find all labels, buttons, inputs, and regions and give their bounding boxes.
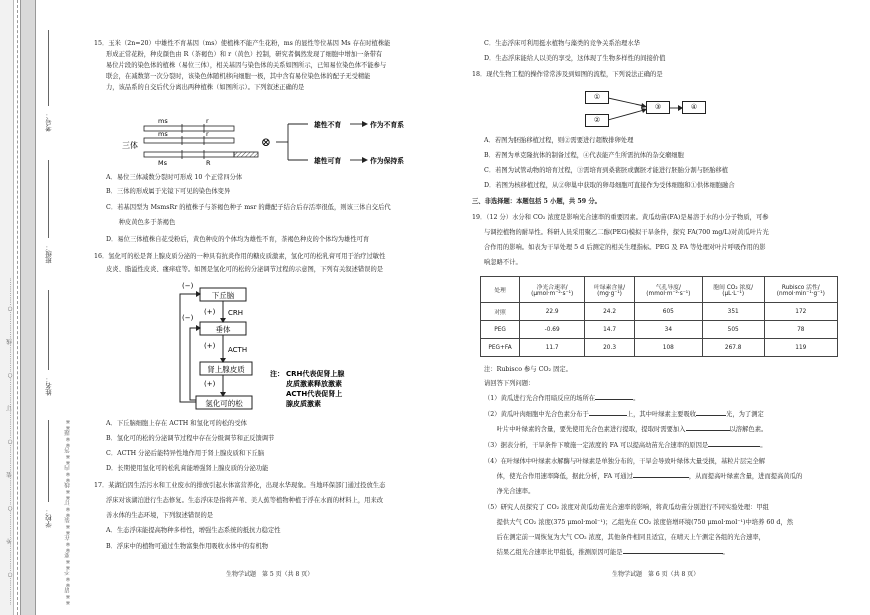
crh-label: CRH xyxy=(228,309,244,317)
q19-sub-2: （2）黄瓜叶肉细胞中光合色素分布于 上，其中叶绿素主要吸收 光，为了测定 xyxy=(484,411,764,418)
exam-no-field[interactable] xyxy=(48,30,49,106)
q17-line-3: 善水体的生态环境，下列叙述错误的是 xyxy=(106,512,214,519)
sign-positive-1: (+) xyxy=(204,308,216,316)
dashed-cut-line xyxy=(17,0,18,615)
note-line: 腺皮质激素 xyxy=(286,400,321,408)
table-cell: 605 xyxy=(634,303,702,321)
q18-option-d[interactable]: D．若图为核移植过程，从②卵巢中获取的卵母细胞可直接作为受体细胞和①供体细胞融合 xyxy=(484,182,735,189)
table-cell: 20.3 xyxy=(585,339,635,357)
table-cell: PEG xyxy=(481,321,520,339)
q16-option-c[interactable]: C．ACTH 分泌后能特异性地作用于肾上腺皮质和下丘脑 xyxy=(106,450,265,457)
table-cell: 78 xyxy=(764,321,837,339)
table-cell: 24.2 xyxy=(585,303,635,321)
q16-feedback-diagram xyxy=(170,280,370,416)
q15-option-a[interactable]: A．易位三体减数分裂时可形成 10 个正常四分体 xyxy=(106,174,243,181)
exam-no-label: 考号： xyxy=(45,112,53,132)
q18-option-c[interactable]: C．若图为试管动物的培育过程，③需培育到桑葚胚或囊胚才能进行胚胎分割与胚胎移植 xyxy=(484,167,729,174)
margin-bar xyxy=(20,0,36,615)
table-cell: 172 xyxy=(764,303,837,321)
answer-blank[interactable] xyxy=(589,415,627,416)
q15-chromosome-diagram xyxy=(118,110,448,178)
table-cell: 119 xyxy=(764,339,837,357)
answer-blank[interactable] xyxy=(708,446,760,447)
q19-data-table xyxy=(480,276,838,357)
inner-binding-text: ※※请※※不※※要※※在※※装※※订※※线※※内※※答※※题※※ xyxy=(65,418,71,605)
table-cell: 108 xyxy=(634,339,702,357)
answer-blank[interactable] xyxy=(686,430,730,431)
table-cell: 351 xyxy=(702,303,764,321)
table-header-row xyxy=(481,277,838,303)
flow-box-1: ① xyxy=(585,91,609,104)
q19-line-3: 合作用的影响。如表为干旱处理 5 d 后测定的相关生理指标。PEG 及 FA 等处理对叶片呼吸作用的影 xyxy=(484,244,766,251)
q15-option-c[interactable]: C．若基因型为 MsmsRr 的植株子与茶褐色种子 msr 的雌配子结合后存活率很低，则该三体自交后代 xyxy=(106,204,391,211)
acth-label: ACTH xyxy=(228,346,248,354)
flow-box-2: ② xyxy=(585,114,609,127)
table-row xyxy=(481,339,838,357)
table-cell: PEG+FA xyxy=(481,339,520,357)
q17-option-d[interactable]: D．生态浮床能给人以美的享受，这体现了生物多样性的间接价值 xyxy=(484,55,666,62)
flow-box-4: ④ xyxy=(682,101,706,114)
answer-blank[interactable] xyxy=(633,477,689,478)
table-header: Rubisco 活性/ (nmol·min⁻¹·g⁻¹) xyxy=(764,277,837,303)
binding-margin xyxy=(0,0,74,615)
table-row xyxy=(481,321,838,339)
table-cell: 22.9 xyxy=(520,303,585,321)
sign-negative-2: (−) xyxy=(182,314,194,322)
q18-option-b[interactable]: B．若图为单克隆抗体的制备过程，④代表能产生所需抗体的杂交瘤细胞 xyxy=(484,152,684,159)
outer-binding-text: ……………○……………外……………○……………装……………○……………订……………○……………线……………○…………… xyxy=(7,278,13,605)
q15-option-d[interactable]: D．易位三体植株自花受粉后，黄色种皮的个体均为雄性不育，茶褐色种皮的个体均为雄性可育 xyxy=(106,236,370,243)
class-label: 班级： xyxy=(45,244,53,264)
school-label: 学校： xyxy=(45,508,53,528)
table-header: 气孔导度/ (mmol·m⁻²·s⁻¹) xyxy=(634,277,702,303)
table-cell: 34 xyxy=(634,321,702,339)
q19-ask: 请回答下列问题： xyxy=(484,380,535,387)
q19-sub-4-end: 净光合速率。 xyxy=(484,488,535,495)
q19-sub-5: （5）研究人员探究了 CO₂ 浓度对黄瓜幼苗光合速率的影响，将黄瓜幼苗分别进行不同实验处理：甲组 xyxy=(484,504,769,511)
male-fertile-label: 雄性可育 xyxy=(314,157,342,165)
q17-option-c[interactable]: C．生态浮床可利用挺水植物与藻类的竞争关系治理水华 xyxy=(484,40,640,47)
name-field[interactable] xyxy=(48,290,49,370)
hydrocortisone-box: 氢化可的松 xyxy=(205,399,243,408)
q19-table-note: 注：Rubisco 参与 CO₂ 固定。 xyxy=(484,366,572,373)
q15-option-b[interactable]: B．三体的形成属于光镜下可见的染色体变异 xyxy=(106,188,231,195)
answer-blank[interactable] xyxy=(595,399,633,400)
sign-negative-1: (−) xyxy=(182,282,194,290)
table-cell: 11.7 xyxy=(520,339,585,357)
q19-sub-4-cont: 体，使光合作用速率降低，据此分析，FA 可通过 ，从而提高叶绿素含量，进而提高黄瓜的 xyxy=(484,473,803,480)
self-cross-symbol: ⊗ xyxy=(261,135,272,149)
table-header: 净光合速率/ (μmol·m⁻²·s⁻¹) xyxy=(520,277,585,303)
table-header: 胞间 CO₂ 浓度/ (μL·L⁻¹) xyxy=(702,277,764,303)
q19-sub-3: （3）据表分析，干旱条件下喷施一定浓度的 FA 可以提高幼苗光合速率的原因是 。 xyxy=(484,442,767,449)
hypothalamus-box: 下丘脑 xyxy=(211,291,235,300)
page-footer-left: 生物学试题 第 5 页（共 8 页） xyxy=(226,571,314,578)
table-row xyxy=(481,303,838,321)
q19-sub-4: （4）在叶绿体中叶绿素水解酶与叶绿素是单独分布的，干旱会导致叶绿体大量受损，基粒片层完全解 xyxy=(484,458,766,465)
note-line: ACTH代表促肾上 xyxy=(286,390,343,398)
q15-line-1: 15．玉米（2n=20）中雄性不育基因（ms）使植株不能产生花粉，ms 的显性等位基因 Ms 存在时植株能 xyxy=(94,40,391,47)
q19-sub-5-end: 结果乙组光合速率比甲组低，推测原因可能是 。 xyxy=(484,549,729,556)
adrenal-cortex-box: 肾上腺皮质 xyxy=(207,365,245,374)
page-footer-right: 生物学试题 第 6 页（共 8 页） xyxy=(612,571,700,578)
maintainer-line-label: 作为保持系 xyxy=(370,157,404,165)
q17-option-b[interactable]: B．浮床中的植物可通过生物富集作用吸收水体中的有机物 xyxy=(106,543,269,550)
answer-blank[interactable] xyxy=(623,553,723,554)
q15-option-c-cont: 种皮黄色多于茶褐色 xyxy=(106,219,176,226)
note-line: CRH代表促肾上腺 xyxy=(286,370,345,378)
q16-line-1: 16．氢化可的松是肾上腺皮质分泌的一种具有抗炎作用的糖皮质激素，氢化可的松乳膏可用于治疗过敏性 xyxy=(94,253,386,260)
table-cell: 505 xyxy=(702,321,764,339)
chrom-label: r xyxy=(206,130,209,138)
q15-line-2: 形成正常花粉，种皮颜色由 R（茶褐色）和 r（黄色）控制，研究者偶然发现了细胞中增加一条带有 xyxy=(106,51,383,58)
table-header: 处理 xyxy=(481,277,520,303)
q16-option-d[interactable]: D．长期使用氢化可的松乳膏能增强肾上腺皮质的分泌功能 xyxy=(106,465,269,472)
chrom-label: r xyxy=(206,117,209,125)
answer-blank[interactable] xyxy=(696,415,726,416)
school-field[interactable] xyxy=(48,420,49,502)
note-line: 皮质激素释放激素 xyxy=(286,380,342,388)
q17-option-a[interactable]: A．生态浮床能提高物种多样性，增强生态系统的抵抗力稳定性 xyxy=(106,527,281,534)
table-cell: -0.69 xyxy=(520,321,585,339)
q19-line-1: 19．（12 分）水分和 CO₂ 浓度是影响光合速率的重要因素。黄瓜幼苗(FA)是易溶于水的小分子物质，可参 xyxy=(472,214,769,221)
class-field[interactable] xyxy=(48,160,49,238)
q15-line-3: 易位片段的染色体的植株（易位三体），相关基因与染色体的关系如图所示，已知易位染色体不能参与 xyxy=(106,62,387,69)
q16-option-b[interactable]: B．氢化可的松的分泌调节过程中存在分级调节和正反馈调节 xyxy=(106,435,275,442)
q18-option-a[interactable]: A．若图为胚胎移植过程，则②需要进行超数排卵处理 xyxy=(484,137,634,144)
q19-sub-2-cont: 叶片中叶绿素的含量，要先使用光合色素进行提取，提取时需要加入 以溶解色素。 xyxy=(484,426,768,433)
q18-line-1: 18．现代生物工程的操作常常涉及到如图的流程，下列说法正确的是 xyxy=(472,71,663,78)
q19-sub-5-cont: 后在测定前一周恢复为大气 CO₂ 浓度，其他条件相同且适宜，在晴天上午测定各组的光合速率， xyxy=(484,534,765,541)
chrom-label: ms xyxy=(158,130,168,138)
pituitary-box: 垂体 xyxy=(215,325,231,334)
q17-line-2: 浮床对该湖泊进行生态修复。生态浮床是指将芦苇、美人蕉等植物种植于浮在水面的材料上，用来改 xyxy=(106,497,384,504)
name-label: 姓名： xyxy=(45,376,53,396)
sterile-line-label: 作为不育系 xyxy=(370,121,404,129)
chrom-label: Ms xyxy=(158,159,167,167)
q19-line-2: 与调控植物的耐旱性。科研人员采用聚乙二醇(PEG)模拟干旱条件，探究 FA(700 mg/L)对黄瓜叶片光 xyxy=(484,229,769,236)
chrom-label: R xyxy=(206,159,211,167)
q18-flow-arrows xyxy=(608,92,684,128)
male-sterile-label: 雄性不育 xyxy=(314,121,342,129)
sign-positive-2: (+) xyxy=(204,342,216,350)
q15-line-5: 力，该品系的自交后代分离出两种植株（如图所示）。下列叙述正确的是 xyxy=(106,84,305,91)
trisomy-label: 三体 xyxy=(122,141,138,150)
note-title: 注： xyxy=(270,370,284,378)
table-cell: 14.7 xyxy=(585,321,635,339)
table-header: 叶绿素含量/ (mg·g⁻¹) xyxy=(585,277,635,303)
chrom-label: ms xyxy=(158,117,168,125)
q16-option-a[interactable]: A．下丘脑细胞上存在 ACTH 和氢化可的松的受体 xyxy=(106,420,247,427)
q19-sub-5-cont: 提供大气 CO₂ 浓度(375 μmol·mol⁻¹)；乙组先在 CO₂ 浓度倍增环境(750 μmol·mol⁻¹)中培养 60 d，然 xyxy=(484,519,794,526)
table-cell: 对照 xyxy=(481,303,520,321)
q15-line-4: 联会，在减数第一次分裂时，该染色体随机移向细胞一极，其中含有易位染色体的配子无受精能 xyxy=(106,73,371,80)
flow-box-3: ③ xyxy=(646,101,670,114)
section-three-heading: 三、非选择题：本题包括 5 小题，共 59 分。 xyxy=(472,198,601,205)
q17-line-1: 17．某湖泊因生活污水和工业废水的排放引起水体富营养化，出现水华现象。当地环保部门通过投放生态 xyxy=(94,482,386,489)
table-cell: 267.8 xyxy=(702,339,764,357)
q19-sub-1: （1）黄瓜进行光合作用暗反应的场所在 。 xyxy=(484,395,640,402)
q16-line-2: 皮炎、脂溢性皮炎、瘙痒症等。如图是氢化可的松的分泌调节过程的示意图，下列有关叙述错误的是 xyxy=(106,266,384,273)
sign-positive-3: (+) xyxy=(204,380,216,388)
q19-line-4: 响忽略不计。 xyxy=(484,259,522,266)
